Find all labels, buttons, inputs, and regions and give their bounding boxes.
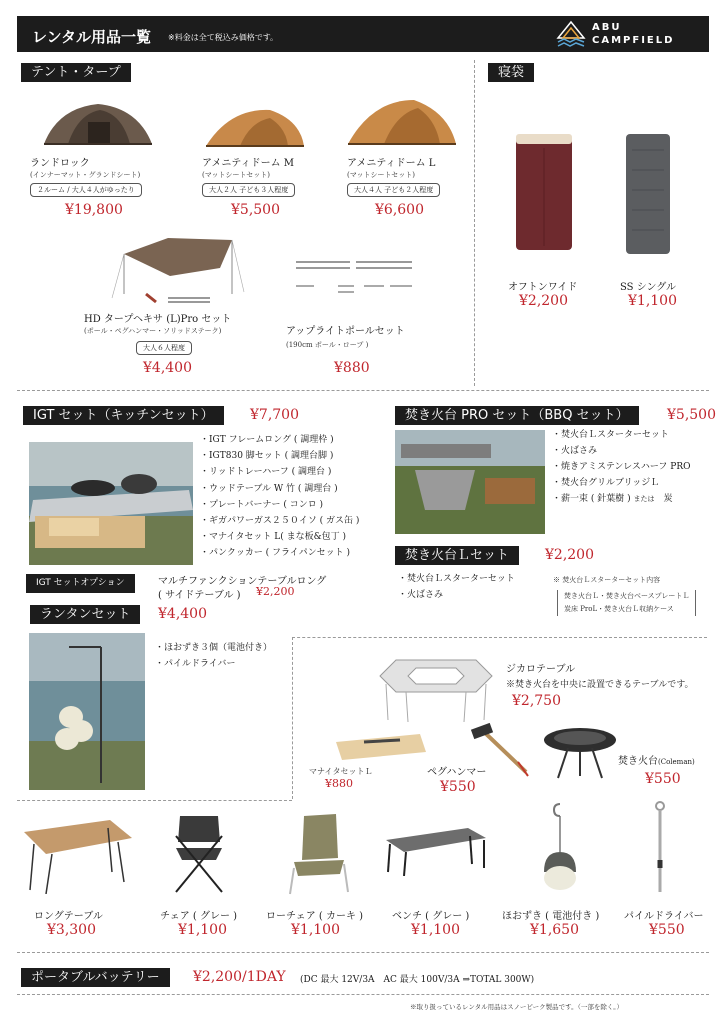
- divider: [17, 952, 709, 953]
- sleeping-section-tag: 寝袋: [488, 63, 534, 82]
- list-item: [552, 491, 691, 507]
- fire-l-note-line: 焚き火台Ｌ・焚き火台ベースプレートＬ: [564, 592, 690, 600]
- fire-l-note-title: ※ 焚火台Ｌスターターセット内容: [553, 576, 661, 584]
- low-chair-name: ローチェア ( カーキ ): [266, 911, 364, 922]
- list-item: ・パイルドライバー: [155, 659, 236, 670]
- peg-hammer-price: ¥550: [440, 779, 476, 795]
- list-item: ・ほおずき３個（電池付き）: [155, 643, 273, 653]
- manaita-name: マナイタセットＬ: [309, 767, 373, 776]
- ss-single-price: ¥1,100: [628, 293, 677, 309]
- landrock-sub: (インナーマット・グランドシート): [30, 171, 141, 179]
- coleman-name-text: 焚き火台: [618, 756, 658, 767]
- hozuki-lantern-image: [540, 800, 580, 894]
- tarp-capacity: 大人６人程度: [136, 341, 192, 355]
- long-table-image: [20, 816, 134, 894]
- logo-line2: CAMPFIELD: [592, 35, 675, 46]
- chair-gray-price: ¥1,100: [178, 922, 227, 938]
- lantern-item-list: [155, 640, 272, 672]
- lantern-section-tag: ランタンセット: [30, 605, 140, 624]
- amenity-dome-l-image: [344, 96, 460, 148]
- jikaro-price: ¥2,750: [512, 693, 561, 709]
- ss-single-image: [622, 130, 674, 258]
- chair-gray-name: チェア ( グレー ): [160, 911, 238, 922]
- amenity-m-price: ¥5,500: [231, 202, 280, 218]
- list-item-alt: 炭: [663, 494, 673, 504]
- amenity-l-capacity: 大人４人 子ども２人程度: [347, 183, 440, 197]
- low-chair-price: ¥1,100: [291, 922, 340, 938]
- fire-l-price: ¥2,200: [545, 547, 594, 563]
- hozuki-name: ほおずき ( 電池付き ): [502, 911, 600, 922]
- jikaro-note: ※焚き火台を中央に設置できるテーブルです。: [506, 680, 694, 690]
- offton-wide-image: [512, 128, 576, 254]
- page-title: レンタル用品一覧: [32, 28, 152, 46]
- igt-option-sub: ( サイドテーブル ): [158, 590, 241, 601]
- igt-option-name: マルチファンクションテーブルロング: [158, 576, 327, 587]
- igt-option-price: ¥2,200: [256, 585, 295, 598]
- bench-gray-image: [380, 824, 490, 876]
- divider: [17, 800, 292, 801]
- igt-item-list: [200, 432, 359, 562]
- divider: [292, 637, 392, 638]
- pile-driver-image: [650, 800, 670, 900]
- tarp-price: ¥4,400: [143, 360, 192, 376]
- tarp-image: [110, 232, 245, 310]
- offton-wide-name: オフトンワイド: [508, 282, 578, 293]
- logo-mountain-icon: [556, 20, 586, 48]
- list-item: ・IGT830 脚セット ( 調理台脚 ): [200, 451, 334, 462]
- list-item-or: または: [633, 495, 655, 503]
- list-item: ・焚火台Ｌスターターセット: [398, 574, 515, 584]
- list-item: ・マナイタセット L( まな板&包丁 ): [200, 532, 346, 543]
- list-item: ・火ばさみ: [398, 590, 444, 601]
- landrock-name: ランドロック: [30, 158, 90, 169]
- list-item-text: ・薪一束 ( 針葉樹 ): [552, 494, 631, 504]
- tarp-sub: (ポール・ペグハンマー・ソリッドステーク): [84, 327, 222, 335]
- divider: [17, 390, 709, 391]
- pile-driver-name: パイルドライバー: [624, 911, 704, 922]
- fire-l-item-list: [398, 571, 515, 603]
- price-note: ※料金は全て税込み価格です。: [168, 33, 279, 42]
- amenity-dome-m-image: [200, 106, 310, 148]
- amenity-l-sub: (マットシートセット): [347, 171, 415, 179]
- hozuki-price: ¥1,650: [530, 922, 579, 938]
- logo-line1: ABU: [592, 22, 622, 33]
- battery-price: ¥2,200/1DAY: [193, 969, 286, 985]
- list-item: ・ウッドテーブル W 竹 ( 調理台 ): [200, 483, 338, 494]
- jikaro-name: ジカロテーブル: [506, 664, 576, 675]
- manaita-set-image: [330, 728, 430, 764]
- list-item: ・火ばさみ: [552, 446, 598, 456]
- amenity-l-name: アメニティドーム L: [347, 158, 436, 169]
- chair-gray-image: [166, 812, 232, 894]
- list-item: ・プレートバーナー ( コンロ ): [200, 499, 324, 510]
- offton-wide-price: ¥2,200: [519, 293, 568, 309]
- bbq-set-photo: [395, 430, 545, 534]
- igt-price: ¥7,700: [250, 407, 299, 423]
- long-table-price: ¥3,300: [47, 922, 96, 938]
- lantern-set-photo: [29, 633, 145, 790]
- pile-driver-price: ¥550: [649, 922, 685, 938]
- bbq-item-list: [552, 427, 691, 507]
- battery-spec: (DC 最大 12V/3A AC 最大 100V/3A ⇒TOTAL 300W): [300, 975, 535, 985]
- pole-price: ¥880: [334, 360, 370, 376]
- pole-name: アップライトポールセット: [286, 326, 405, 337]
- bench-price: ¥1,100: [411, 922, 460, 938]
- tent-section-tag: テント・タープ: [21, 63, 131, 82]
- lantern-price: ¥4,400: [158, 606, 207, 622]
- manaita-price: ¥880: [325, 777, 353, 790]
- battery-section-tag: ポータブルバッテリー: [21, 968, 170, 987]
- logo-text: [592, 21, 674, 47]
- divider: [292, 637, 293, 799]
- bench-name: ベンチ ( グレー ): [392, 911, 470, 922]
- list-item: ・焼きアミステンレスハーフ PRO: [552, 462, 691, 472]
- tarp-name: HD タープヘキサ (L)Pro セット: [84, 314, 232, 325]
- amenity-m-name: アメニティドーム M: [202, 158, 295, 169]
- bbq-section-tag: 焚き火台 PRO セット（BBQ セット）: [395, 406, 639, 425]
- divider: [394, 637, 707, 638]
- divider: [474, 60, 475, 386]
- long-table-name: ロングテーブル: [34, 911, 103, 922]
- igt-set-photo: [29, 442, 193, 565]
- igt-section-tag: IGT セット（キッチンセット）: [23, 406, 224, 425]
- amenity-m-sub: (マットシートセット): [202, 171, 270, 179]
- list-item: ・焚火台Ｌスターターセット: [552, 430, 669, 440]
- ss-single-name: SS シングル: [620, 282, 676, 293]
- igt-option-tag: IGT セットオプション: [26, 574, 135, 593]
- low-chair-khaki-image: [286, 812, 352, 896]
- list-item: ・リッドトレーハーフ ( 調理台 ): [200, 467, 332, 478]
- landrock-price: ¥19,800: [65, 202, 123, 218]
- list-item: ・焚火台グリルブリッジＬ: [552, 478, 660, 488]
- coleman-name: [618, 752, 695, 767]
- coleman-fire-pit-image: [540, 726, 620, 780]
- fire-l-note-line: 炭床 ProL・焚き火台Ｌ収納ケース: [564, 605, 674, 613]
- landrock-tent-image: [38, 100, 158, 148]
- list-item: ・IGT フレームロング ( 調理枠 ): [200, 435, 334, 445]
- jikaro-table-image: [376, 650, 496, 724]
- pole-set-image: [294, 256, 414, 298]
- divider: [17, 994, 709, 995]
- bbq-price: ¥5,500: [667, 407, 716, 423]
- list-item: ・パンクッカー ( フライパンセット ): [200, 548, 350, 559]
- list-item: ・ギガパワーガス２５０イソ ( ガス缶 ): [200, 516, 360, 527]
- landrock-capacity: ２ルーム / 大人４人がゆったり: [30, 183, 142, 197]
- coleman-price: ¥550: [645, 771, 681, 787]
- amenity-m-capacity: 大人２人 子ども３人程度: [202, 183, 295, 197]
- fire-l-section-tag: 焚き火台Ｌセット: [395, 546, 519, 565]
- fire-l-note-box: [557, 590, 696, 616]
- footer-note: ※取り扱っているレンタル用品はスノーピーク製品です。（一部を除く。）: [410, 1003, 623, 1011]
- peg-hammer-name: ペグハンマー: [427, 767, 487, 778]
- coleman-brand: (Coleman): [658, 758, 695, 766]
- pole-sub: (190cm ポール・ロープ ): [286, 341, 369, 349]
- amenity-l-price: ¥6,600: [375, 202, 424, 218]
